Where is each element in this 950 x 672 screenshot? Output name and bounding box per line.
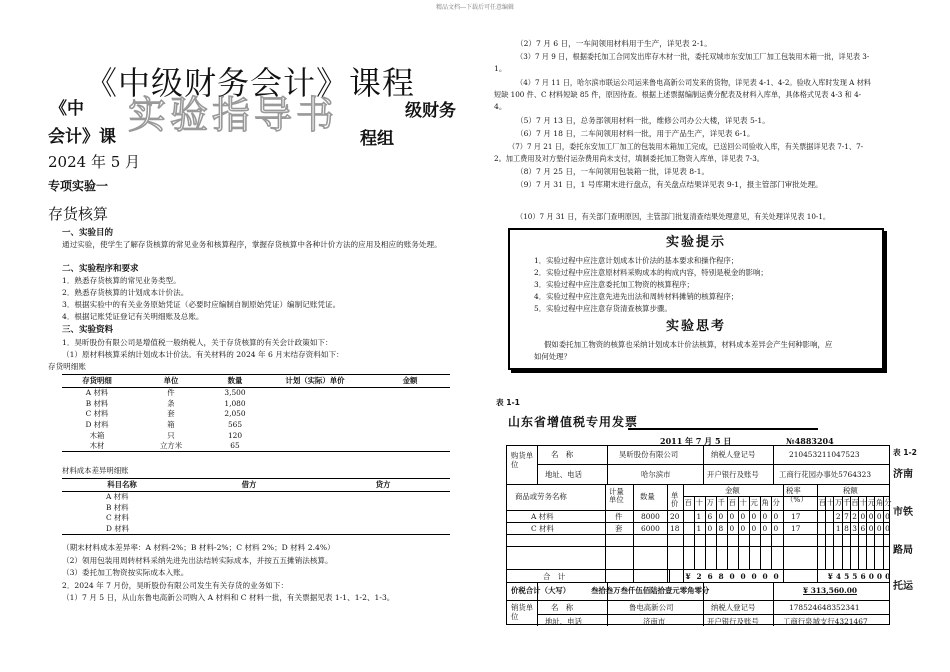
hint-item: 5．实验过程中应注意存货清查核算步骤。: [534, 304, 672, 313]
column-header: 计划（实际）单价: [260, 375, 370, 388]
amount-digit: 1: [696, 512, 702, 521]
item-rate: 17: [791, 524, 801, 533]
right-paragraph: （9）7 月 31 日，1 号库期末进行盘点，有关盘点结果详见表 9-1，报主管部门审批处理。: [516, 180, 823, 189]
total-amount-digit: 0: [729, 572, 735, 581]
hint-title: 实验提示: [665, 235, 726, 250]
sum-label: 价税合计（大写）: [511, 586, 571, 595]
digit-header: 分: [772, 498, 780, 507]
taxid-label: 纳税人登记号: [711, 450, 756, 459]
right-paragraph: （8）7 月 25 日，一车间领用包装箱一批，详见表 8-1。: [516, 167, 710, 176]
section-3-item: （1）原材料核算采纳计划成本计价法。有关材料的 2024 年 6 月末结存资料如下：: [62, 350, 344, 359]
digit-header: 十: [695, 498, 703, 507]
column-header: 金额: [370, 375, 450, 388]
table-header-row: [62, 375, 450, 388]
title-fragment-1: 《中: [50, 99, 84, 119]
total-label: 合 计: [543, 572, 566, 581]
table-row: [62, 513, 450, 524]
invoice-title: 山东省增值税专用发票: [508, 415, 639, 429]
column-header: 数量: [210, 375, 260, 388]
bank-label: 开户银行及账号: [707, 470, 759, 479]
seller-label: 销货单位: [511, 603, 534, 621]
table-cell: C 材料: [85, 409, 109, 419]
section-3-title: 三、实验资料: [62, 325, 114, 335]
table-row: [62, 387, 450, 398]
title-underline: [628, 428, 818, 430]
side-table-label: 表 1-2: [893, 448, 917, 457]
sum-figure: ¥ 313,560.00: [803, 586, 858, 595]
table-cell: 木箱: [89, 430, 105, 440]
table-row: [62, 524, 450, 535]
digit-header: 十: [739, 498, 747, 507]
diff-table: [62, 478, 450, 535]
total-tax-digit: 5: [844, 572, 850, 581]
item-rate: 17: [791, 512, 801, 521]
table-cell: A 材料: [106, 492, 129, 502]
header-note: 精品文档---下载后可任意编辑: [435, 4, 515, 11]
right-paragraph: （4）7 月 11 日，哈尔滨市联运公司运来鲁电高新公司发来的货物，详见表 4-1、4-2。验收入库时发现 A 材料: [516, 78, 872, 87]
seller-name: 鲁电高新公司: [629, 603, 674, 612]
document-date: 2024 年 5 月: [48, 153, 141, 171]
address-label: 地址、电话: [545, 617, 582, 626]
paragraph: （1）7 月 5 日，从山东鲁电高新公司购入 A 材料和 C 材料一批，有关票据见表 1-1、1-2、1-3。: [62, 593, 395, 602]
amount-digit: 0: [751, 524, 757, 533]
tax-digit: 0: [876, 524, 882, 533]
total-tax-digit: ¥: [827, 572, 833, 581]
table-cell: 120: [227, 430, 243, 440]
item-unit: 套: [615, 524, 623, 533]
item-price: 20: [670, 512, 680, 521]
right-paragraph: （5）7 月 13 日，总务部领用材料一批，维修公司办公大楼，详见表 5-1。: [516, 116, 770, 125]
digit-header: 十: [859, 498, 867, 507]
total-amount-digit: 0: [762, 572, 768, 581]
price-label: 单价: [671, 491, 679, 509]
digit-header: 百: [851, 498, 859, 507]
table-cell: 箱: [167, 419, 175, 429]
column-header: 存货明细: [62, 375, 132, 388]
total-tax-digit: 0: [876, 572, 883, 581]
section-1-text: 通过实验，使学生了解存货核算的常见业务和核算程序，掌握存货核算中各种计价方法的应用及相应的账务处理。: [62, 240, 442, 249]
table-cell: [260, 387, 370, 398]
hint-box: [508, 228, 884, 370]
tax-digit: 2: [835, 512, 841, 521]
amount-digit: 0: [740, 512, 746, 521]
buyer-taxid: 210453211047523: [789, 450, 860, 459]
table-cell: 立方米: [132, 441, 210, 452]
table-cell: B 材料: [85, 398, 109, 408]
table-cell: 木材: [62, 441, 132, 452]
total-tax-digit: 0: [868, 572, 874, 581]
name-label: 名 称: [551, 450, 574, 459]
table-cell: 1,080: [224, 398, 246, 408]
paragraph: 2．2024 年 7 月份，昊昕股份有限公司发生有关存货的业务如下：: [62, 581, 289, 590]
right-paragraph: （6）7 月 18 日，二车间领用材料一批，用于产品生产，详见表 6-1。: [516, 129, 755, 138]
buyer-label: 购货单位: [511, 451, 534, 469]
digit-header: 角: [761, 498, 769, 507]
table-cell: [370, 409, 450, 420]
amount-digit: 0: [729, 524, 735, 533]
right-paragraph: 2。加工费用及对方墊付运杂费用尚未支付，填制委托加工物资入库单，详见表 7-3。: [494, 154, 764, 163]
invoice-frame: [506, 445, 890, 625]
digit-header: 万: [834, 498, 843, 507]
tax-digit: 8: [844, 524, 849, 533]
hint-item: 1．实验过程中应注意计划成本计价法的基本要求和操作程序；: [534, 256, 739, 265]
section-2-title: 二、实验程序和要求: [62, 264, 139, 274]
amount-digit: 0: [751, 512, 757, 521]
side-text: 托运: [893, 581, 913, 592]
table-row: [62, 420, 450, 431]
right-paragraph: 4。: [494, 102, 507, 111]
amount-digit: 0: [762, 512, 768, 521]
table-cell: 3,500: [224, 388, 246, 398]
table-cell: [370, 420, 450, 431]
course-title: 《中级财务会计》课程: [85, 64, 416, 102]
total-amount-digit: 0: [751, 572, 757, 581]
table-cell: 2,050: [224, 409, 246, 419]
table-cell: [260, 409, 370, 420]
total-tax-digit: 0: [885, 572, 891, 581]
table-row: [62, 502, 450, 513]
table-cell: 只: [167, 430, 175, 440]
table-cell: 565: [227, 419, 243, 429]
table-cell: C 材料: [106, 513, 129, 523]
total-tax-digit: 4: [835, 572, 842, 581]
tax-digit: 0: [876, 512, 882, 521]
tax-digit: 6: [860, 524, 866, 533]
tax-digit: 3: [852, 524, 857, 533]
section-2-item: 1．熟悉存货核算的常见业务类型。: [62, 276, 181, 285]
total-amount-digit: 6: [707, 572, 713, 581]
digit-header: 元: [867, 498, 876, 507]
goods-label: 商品或劳务名称: [515, 492, 567, 501]
qty-label: 数量: [640, 492, 655, 501]
amount-digit: 0: [773, 524, 779, 533]
table-cell: 65: [210, 441, 260, 452]
amount-digit: 0: [729, 512, 735, 521]
buyer-address: 哈尔滨市: [641, 470, 671, 479]
think-text: 如何处理？: [534, 352, 571, 361]
total-amount-digit: 2: [696, 572, 702, 581]
diff-table-caption: 材料成本差异明细账: [62, 466, 129, 475]
think-title: 实验思考: [665, 319, 726, 334]
table-row: [62, 441, 450, 452]
tax-digit: 7: [844, 512, 849, 521]
amount-digit: 0: [707, 524, 713, 533]
item-qty: 8000: [641, 512, 660, 521]
column-header: 借方: [182, 479, 316, 492]
digit-header: 百: [728, 498, 736, 507]
table-cell: D 材料: [62, 524, 182, 535]
right-paragraph: （2）7 月 6 日，一车间领用材料用于生产，详见表 2-1。: [516, 39, 712, 48]
invoice-date: 2011 年 7 月 5 日: [660, 436, 732, 446]
total-tax-digit: 5: [852, 572, 858, 581]
item-unit: 件: [615, 512, 623, 521]
digit-header: 角: [875, 498, 884, 507]
table-cell: [260, 430, 370, 441]
total-tax-digit: 6: [860, 572, 866, 581]
tax-digit: 1: [835, 524, 841, 533]
unit-label: 计量单位: [609, 487, 624, 505]
tax-digit: 0: [860, 512, 866, 521]
table-cell: A 材料: [85, 388, 109, 398]
side-text: 济南: [893, 469, 913, 480]
hint-item: 3．实验过程中应注意委托加工物资的核算程序；: [534, 280, 694, 289]
name-label: 名 称: [551, 603, 574, 612]
stock-table-caption: 存货明细账: [48, 362, 86, 371]
sum-words: 叁拾叁万叁仟伍佰陆拾壹元零角零分: [591, 586, 710, 595]
title-fragment-3: 会计》课: [48, 127, 116, 147]
amount-digit: 0: [740, 524, 746, 533]
section-2-item: 2．熟悉存货核算的计划成本计价法。: [62, 288, 189, 297]
rate-label: 税率（%）: [786, 486, 808, 504]
bank-label: 开户银行及账号: [707, 617, 759, 626]
paragraph: （3）委托加工物资按实际成本入账。: [62, 568, 189, 577]
amount-digit: 0: [718, 512, 724, 521]
watermark-text: 实验指导书: [128, 93, 339, 137]
right-paragraph: （3）7 月 9 日，根据委托加工合同发出库存木材一批，委托双城市东安加工厂加工包装用木箱一批，详见表 3-: [516, 52, 870, 61]
digit-header: 百: [818, 498, 826, 507]
table-cell: D 材料: [85, 419, 109, 429]
side-text: 路局: [893, 545, 913, 556]
paragraph: （2）领用包装用周转材料采纳先进先出法结转实际成本，并按五五摊销法核算。: [62, 556, 333, 565]
invoice-number: №4883204: [786, 436, 834, 446]
tax-digit: 0: [885, 524, 890, 533]
item-name: A 材料: [531, 512, 554, 521]
amount-digit: 6: [707, 512, 713, 521]
total-amount-digit: 0: [740, 572, 746, 581]
title-fragment-4: 程组: [360, 129, 394, 149]
right-paragraph: 1。: [494, 64, 507, 73]
table-cell: 套: [167, 409, 175, 419]
table-cell: [260, 441, 370, 452]
right-paragraph: （7）7 月 21 日，委托东安加工厂加工的包装用木箱加工完成，已送回公司验收入库，有关票据详见表 7-1、7-: [508, 142, 864, 151]
amount-digit: 8: [718, 524, 724, 533]
taxid-label: 纳税人登记号: [711, 603, 756, 612]
item-qty: 6000: [641, 524, 660, 533]
total-amount-digit: 8: [718, 572, 724, 581]
table-header-row: [62, 479, 450, 492]
total-amount-digit: 0: [773, 572, 779, 581]
table-cell: 件: [167, 388, 175, 398]
digit-header: 千: [717, 498, 725, 507]
seller-address: 济南市: [643, 617, 666, 626]
buyer-bank: 工商行花园办事处5764323: [779, 470, 872, 479]
column-header: 科目名称: [62, 479, 182, 492]
title-fragment-2: 级财务: [405, 101, 456, 121]
section-3-item: 1．昊昕股份有限公司是增值税一般纳税人，关于存货核算的有关会计政策如下：: [62, 338, 333, 347]
digit-header: 元: [750, 498, 758, 507]
table-row: [62, 398, 450, 409]
total-amount-digit: ¥: [685, 572, 691, 581]
hint-item: 4．实验过程中应注意先进先出法和周转材料摊销的核算程序；: [534, 292, 739, 301]
right-paragraph: 短缺 100 件、C 材料短缺 85 件，原因待查。根据上述票据编制运费分配表及材料入库单，具体格式见表 4-3 和 4-: [494, 90, 862, 99]
section-2-item: 4．根据记账凭证登记有关明细账及总账。: [62, 312, 204, 321]
digit-header: 万: [706, 498, 714, 507]
table-cell: B 材料: [106, 502, 129, 512]
section-1-title: 一、实验目的: [62, 228, 114, 238]
table-row: [62, 491, 450, 502]
table-row: [62, 430, 450, 441]
amount-digit: 1: [696, 524, 702, 533]
section-2-item: 3．根据实验中的有关业务原始凭证（必要时应编制自制原始凭证）编制记账凭证。: [62, 300, 341, 309]
table-cell: [370, 441, 450, 452]
digit-header: 十: [826, 498, 835, 507]
address-label: 地址、电话: [545, 470, 582, 479]
hint-item: 2．实验过程中应注意原材料采购成本的构成内容，特别是税金的影响；: [534, 268, 768, 277]
seller-bank: 工商行泉城支行4321467: [783, 617, 868, 626]
subject-heading: 存货核算: [48, 205, 109, 223]
buyer-name: 昊昕股份有限公司: [619, 450, 679, 459]
tax-digit: 0: [885, 512, 890, 521]
item-name: C 材料: [531, 524, 554, 533]
tax-label: 税额: [843, 486, 858, 495]
digit-header: 分: [884, 498, 892, 507]
experiment-heading: 专项实验一: [48, 179, 109, 193]
stock-table: [62, 374, 450, 452]
table-cell: [370, 398, 450, 409]
table-cell: 条: [167, 398, 175, 408]
table-cell: [370, 430, 450, 441]
side-text: 市铁: [893, 507, 913, 518]
tax-digit: 0: [868, 524, 874, 533]
table-row: [62, 409, 450, 420]
paragraph: （期末材料成本差异率：A 材料-2%；B 材料-2%；C 材料 2%；D 材料 2.4%）: [62, 543, 335, 552]
item-price: 18: [670, 524, 680, 533]
table-cell: [370, 387, 450, 398]
column-header: 单位: [132, 375, 210, 388]
digit-header: 百: [684, 498, 692, 507]
amount-digit: 0: [773, 512, 779, 521]
amount-label: 金额: [725, 486, 740, 495]
tax-digit: 2: [852, 512, 857, 521]
amount-digit: 0: [762, 524, 768, 533]
digit-header: 千: [843, 498, 851, 507]
column-header: 贷方: [316, 479, 450, 492]
table-cell: [260, 420, 370, 431]
table-cell: [260, 398, 370, 409]
seller-taxid: 178524648352341: [789, 603, 860, 612]
think-text: 假如委托加工物资的核算也采纳计划成本计价法核算，材料成本差异会产生何种影响，应: [544, 340, 833, 349]
tax-digit: 0: [868, 512, 874, 521]
right-paragraph: （10）7 月 31 日，有关部门查明原因，主管部门批复清查结果处理意见，有关处理详见表 10-1。: [516, 212, 831, 221]
table-label: 表 1-1: [496, 398, 520, 407]
